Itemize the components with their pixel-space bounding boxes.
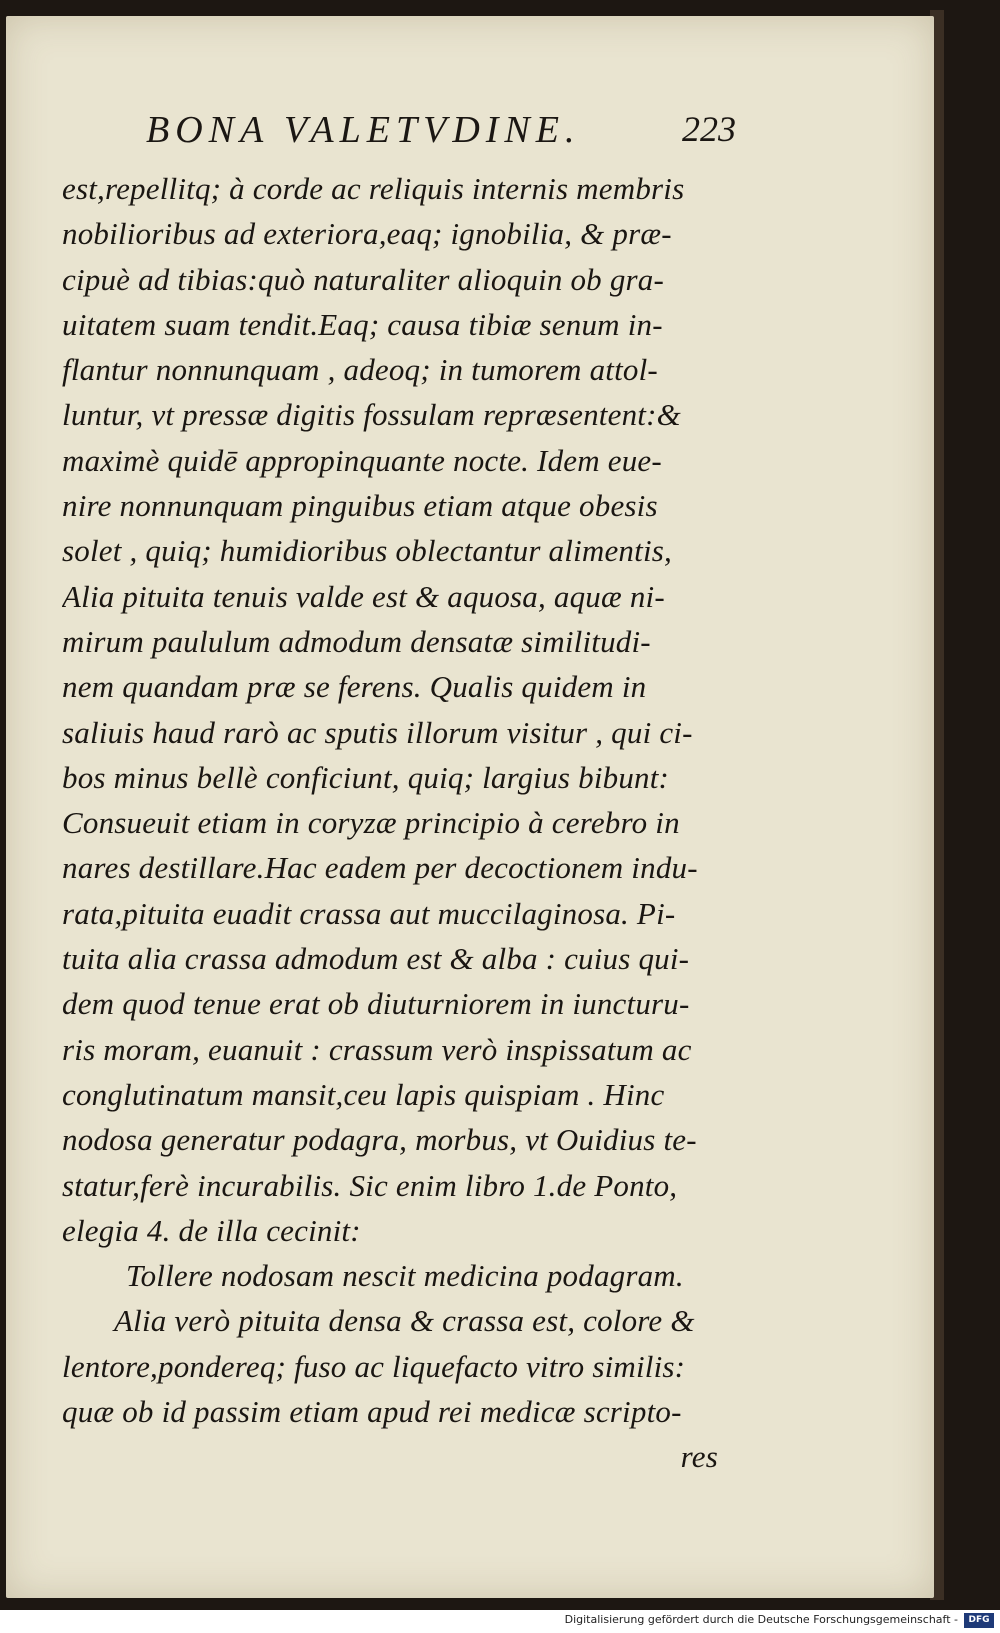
text-line: elegia 4. de illa cecinit: [62, 1212, 361, 1248]
text-line: dem quod tenue erat ob diuturniorem in iuncturu- [62, 986, 690, 1022]
text-line: luntur, vt pressæ digitis fossulam repræsentent:& [62, 397, 681, 433]
text-line: Consueuit etiam in coryzæ principio à cerebro in [62, 805, 680, 841]
text-line: Alia verò pituita densa & crassa est, colore & [114, 1303, 695, 1339]
text-line: mirum paululum admodum densatæ similitudi- [62, 623, 651, 659]
running-head: BONA VALETVDINE. [146, 109, 581, 151]
text-line: solet , quiq; humidioribus oblectantur alimentis, [62, 533, 672, 569]
text-line: bos minus bellè conficiunt, quiq; largius bibunt: [62, 759, 670, 795]
text-line: quæ ob id passim etiam apud rei medicæ scripto- [62, 1394, 682, 1430]
text-line: maximè quidē appropinquante nocte. Idem eue- [62, 442, 662, 478]
verse-quotation: Tollere nodosam nescit medicina podagram. [126, 1258, 684, 1294]
text-line: lentore,pondereq; fuso ac liquefacto vitro similis: [62, 1348, 686, 1384]
page-number: 223 [682, 109, 736, 149]
funding-credit: Digitalisierung gefördert durch die Deutsche Forschungsgemeinschaft - [564, 1613, 958, 1626]
text-line: ris moram, euanuit : crassum verò inspissatum ac [62, 1031, 692, 1067]
page-header [146, 108, 736, 158]
text-line: cipuè ad tibias:quò naturaliter alioquin ob gra- [62, 261, 665, 297]
text-line: est,repellitq; à corde ac reliquis internis membris [62, 171, 685, 206]
text-line: rata,pituita euadit crassa aut muccilaginosa. Pi- [62, 895, 676, 931]
catchword: res [680, 1439, 718, 1475]
text-line: saliuis haud rarò ac sputis illorum visitur , qui ci- [62, 714, 693, 750]
body-text [62, 166, 726, 1480]
text-line: nem quandam præ se ferens. Qualis quidem in [62, 669, 647, 705]
text-line: uitatem suam tendit.Eaq; causa tibiæ senum in- [62, 306, 663, 342]
dfg-logo-icon: DFG [964, 1613, 994, 1628]
text-line: Alia pituita tenuis valde est & aquosa, aquæ ni- [62, 578, 665, 614]
text-line: conglutinatum mansit,ceu lapis quispiam . Hinc [62, 1076, 665, 1112]
text-line: statur,ferè incurabilis. Sic enim libro 1.de Ponto, [62, 1167, 678, 1203]
text-line: tuita alia crassa admodum est & alba : cuius qui- [62, 941, 690, 977]
text-line: nodosa generatur podagra, morbus, vt Ouidius te- [62, 1122, 697, 1158]
text-line: flantur nonnunquam , adeoq; in tumorem attol- [62, 352, 658, 388]
text-line: nobilioribus ad exteriora,eaq; ignobilia, & præ- [62, 216, 672, 252]
text-line: nire nonnunquam pinguibus etiam atque obesis [62, 488, 658, 524]
digitization-footer [0, 1610, 1000, 1633]
book-page [6, 16, 934, 1598]
text-line: nares destillare.Hac eadem per decoctionem indu- [62, 850, 698, 886]
